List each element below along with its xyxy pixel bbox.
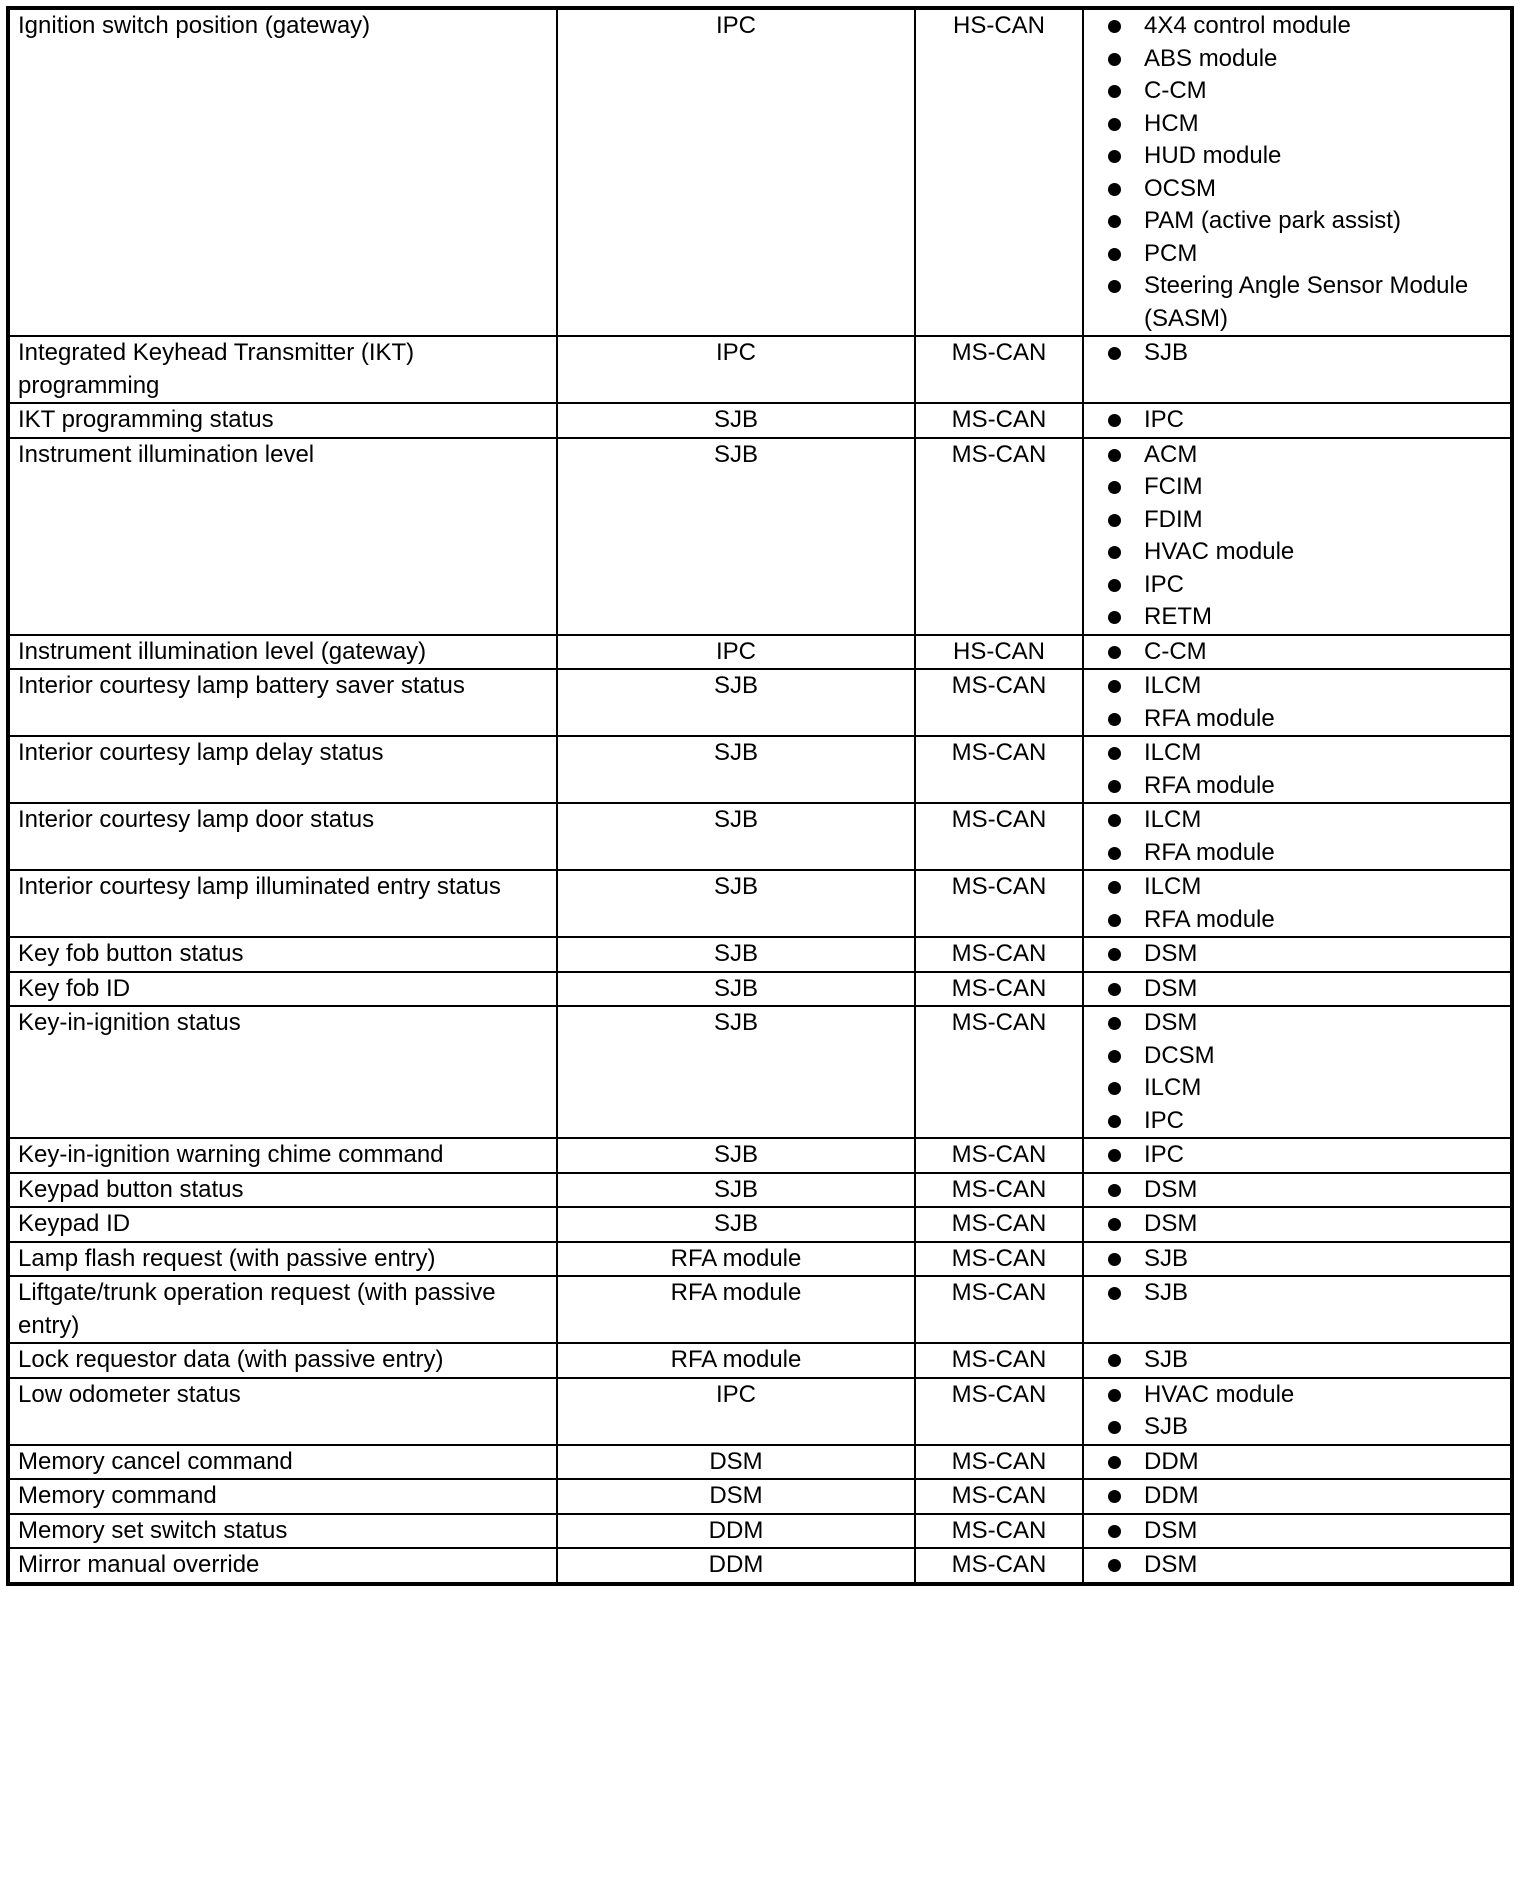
bullet-icon bbox=[1108, 847, 1121, 860]
receiving-module-name: RETM bbox=[1144, 603, 1212, 630]
bullet-icon bbox=[1108, 280, 1121, 293]
bullet-icon bbox=[1108, 1149, 1121, 1162]
message-cell: IKT programming status bbox=[8, 403, 557, 438]
table-row bbox=[8, 1343, 1512, 1378]
bullet-icon bbox=[1108, 414, 1121, 427]
receiving-modules-list bbox=[1108, 10, 1502, 335]
list-item bbox=[1108, 404, 1502, 437]
bullet-icon bbox=[1108, 20, 1121, 33]
receiving-module-name: ILCM bbox=[1144, 806, 1202, 833]
bullet-icon bbox=[1108, 1490, 1121, 1503]
table-row bbox=[8, 1445, 1512, 1480]
source-module-cell: IPC bbox=[557, 635, 915, 670]
receiving-module-name: SJB bbox=[1144, 1244, 1189, 1272]
receiving-module-name: RFA module bbox=[1144, 838, 1275, 866]
receiving-modules-cell bbox=[1083, 1276, 1512, 1343]
receiving-module-name: FCIM bbox=[1144, 473, 1203, 500]
receiving-module-name: C-CM bbox=[1144, 637, 1207, 665]
table-row bbox=[8, 8, 1512, 336]
table-row bbox=[8, 870, 1512, 937]
list-item bbox=[1108, 770, 1502, 803]
source-module-cell: RFA module bbox=[557, 1242, 915, 1277]
network-cell: MS-CAN bbox=[915, 736, 1083, 803]
network-cell: MS-CAN bbox=[915, 336, 1083, 403]
list-item bbox=[1108, 1040, 1502, 1073]
receiving-modules-cell bbox=[1083, 803, 1512, 870]
network-cell: MS-CAN bbox=[915, 669, 1083, 736]
bullet-icon bbox=[1108, 1287, 1121, 1300]
list-item bbox=[1108, 703, 1502, 736]
bullet-icon bbox=[1108, 948, 1121, 961]
source-module-cell: IPC bbox=[557, 8, 915, 336]
receiving-module-name: ABS module bbox=[1144, 44, 1278, 72]
source-module-cell: DDM bbox=[557, 1548, 915, 1584]
table-row bbox=[8, 1378, 1512, 1445]
network-cell: MS-CAN bbox=[915, 1378, 1083, 1445]
receiving-modules-cell bbox=[1083, 1006, 1512, 1138]
receiving-modules-list bbox=[1108, 804, 1502, 869]
message-cell: Lamp flash request (with passive entry) bbox=[8, 1242, 557, 1277]
list-item bbox=[1108, 504, 1502, 537]
bullet-icon bbox=[1108, 1218, 1121, 1231]
bullet-icon bbox=[1108, 881, 1121, 894]
receiving-modules-cell bbox=[1083, 8, 1512, 336]
source-module-cell: SJB bbox=[557, 1173, 915, 1208]
receiving-module-name: HVAC module bbox=[1144, 538, 1295, 565]
receiving-modules-cell bbox=[1083, 1479, 1512, 1514]
network-cell: MS-CAN bbox=[915, 438, 1083, 635]
receiving-modules-list bbox=[1108, 670, 1502, 735]
network-cell: MS-CAN bbox=[915, 1173, 1083, 1208]
receiving-modules-cell bbox=[1083, 1242, 1512, 1277]
source-module-cell: SJB bbox=[557, 937, 915, 972]
network-cell: MS-CAN bbox=[915, 1207, 1083, 1242]
bullet-icon bbox=[1108, 1115, 1121, 1128]
source-module-cell: SJB bbox=[557, 803, 915, 870]
network-cell: MS-CAN bbox=[915, 1276, 1083, 1343]
receiving-modules-list bbox=[1108, 1007, 1502, 1137]
table-row bbox=[8, 937, 1512, 972]
source-module-cell: DDM bbox=[557, 1514, 915, 1549]
list-item bbox=[1108, 270, 1502, 335]
network-cell: MS-CAN bbox=[915, 972, 1083, 1007]
list-item bbox=[1108, 75, 1502, 108]
bullet-icon bbox=[1108, 183, 1121, 196]
receiving-modules-cell bbox=[1083, 1378, 1512, 1445]
receiving-module-name: RFA module bbox=[1144, 905, 1275, 933]
source-module-cell: SJB bbox=[557, 870, 915, 937]
bullet-icon bbox=[1108, 1525, 1121, 1538]
table-row bbox=[8, 1242, 1512, 1277]
message-cell: Integrated Keyhead Transmitter (IKT) programming bbox=[8, 336, 557, 403]
receiving-module-name: SJB bbox=[1144, 1413, 1189, 1440]
receiving-module-name: SJB bbox=[1144, 1346, 1189, 1373]
receiving-module-name: ILCM bbox=[1144, 1074, 1202, 1101]
message-cell: Keypad ID bbox=[8, 1207, 557, 1242]
bullet-icon bbox=[1108, 514, 1121, 527]
bullet-icon bbox=[1108, 1559, 1121, 1572]
source-module-cell: SJB bbox=[557, 1207, 915, 1242]
network-cell: MS-CAN bbox=[915, 1479, 1083, 1514]
network-cell: MS-CAN bbox=[915, 937, 1083, 972]
receiving-modules-list bbox=[1108, 404, 1502, 437]
receiving-module-name: RFA module bbox=[1144, 771, 1275, 799]
receiving-module-name: DSM bbox=[1144, 1516, 1198, 1544]
list-item bbox=[1108, 10, 1502, 43]
receiving-module-name: DSM bbox=[1144, 974, 1198, 1002]
list-item bbox=[1108, 1446, 1502, 1479]
message-cell: Ignition switch position (gateway) bbox=[8, 8, 557, 336]
source-module-cell: RFA module bbox=[557, 1343, 915, 1378]
receiving-module-name: DSM bbox=[1144, 1210, 1198, 1237]
list-item bbox=[1108, 1072, 1502, 1105]
bullet-icon bbox=[1108, 611, 1121, 624]
bullet-icon bbox=[1108, 347, 1121, 360]
bullet-icon bbox=[1108, 118, 1121, 131]
receiving-modules-cell bbox=[1083, 1173, 1512, 1208]
table-row bbox=[8, 1276, 1512, 1343]
receiving-modules-list bbox=[1108, 1139, 1502, 1172]
receiving-module-name: IPC bbox=[1144, 570, 1185, 598]
source-module-cell: RFA module bbox=[557, 1276, 915, 1343]
receiving-modules-list bbox=[1108, 1344, 1502, 1377]
bullet-icon bbox=[1108, 53, 1121, 66]
list-item bbox=[1108, 1243, 1502, 1276]
receiving-modules-list bbox=[1108, 737, 1502, 802]
receiving-modules-list bbox=[1108, 1446, 1502, 1479]
receiving-modules-cell bbox=[1083, 1548, 1512, 1584]
bullet-icon bbox=[1108, 747, 1121, 760]
source-module-cell: DSM bbox=[557, 1445, 915, 1480]
receiving-module-name: RFA module bbox=[1144, 704, 1275, 732]
bullet-icon bbox=[1108, 215, 1121, 228]
message-cell: Memory cancel command bbox=[8, 1445, 557, 1480]
list-item bbox=[1108, 1208, 1502, 1241]
list-item bbox=[1108, 238, 1502, 271]
bullet-icon bbox=[1108, 1184, 1121, 1197]
list-item bbox=[1108, 205, 1502, 238]
receiving-modules-list bbox=[1108, 973, 1502, 1006]
bullet-icon bbox=[1108, 983, 1121, 996]
table-row bbox=[8, 1207, 1512, 1242]
list-item bbox=[1108, 1379, 1502, 1412]
message-cell: Low odometer status bbox=[8, 1378, 557, 1445]
message-cell: Mirror manual override bbox=[8, 1548, 557, 1584]
message-cell: Instrument illumination level bbox=[8, 438, 557, 635]
network-cell: MS-CAN bbox=[915, 1514, 1083, 1549]
list-item bbox=[1108, 43, 1502, 76]
message-cell: Key-in-ignition warning chime command bbox=[8, 1138, 557, 1173]
list-item bbox=[1108, 569, 1502, 602]
table-row bbox=[8, 635, 1512, 670]
receiving-module-name: FDIM bbox=[1144, 505, 1203, 533]
source-module-cell: DSM bbox=[557, 1479, 915, 1514]
message-cell: Memory command bbox=[8, 1479, 557, 1514]
table-row bbox=[8, 1548, 1512, 1584]
receiving-modules-cell bbox=[1083, 1445, 1512, 1480]
receiving-module-name: IPC bbox=[1144, 1106, 1185, 1134]
list-item bbox=[1108, 871, 1502, 904]
source-module-cell: IPC bbox=[557, 336, 915, 403]
list-item bbox=[1108, 1411, 1502, 1444]
list-item bbox=[1108, 140, 1502, 173]
source-module-cell: SJB bbox=[557, 1006, 915, 1138]
message-cell: Keypad button status bbox=[8, 1173, 557, 1208]
receiving-modules-list bbox=[1108, 938, 1502, 971]
list-item bbox=[1108, 938, 1502, 971]
receiving-module-name: IPC bbox=[1144, 1141, 1185, 1168]
table-row bbox=[8, 736, 1512, 803]
receiving-module-name: HCM bbox=[1144, 109, 1199, 137]
network-cell: MS-CAN bbox=[915, 403, 1083, 438]
list-item bbox=[1108, 1139, 1502, 1172]
bullet-icon bbox=[1108, 646, 1121, 659]
network-cell: HS-CAN bbox=[915, 635, 1083, 670]
bullet-icon bbox=[1108, 1017, 1121, 1030]
receiving-modules-cell bbox=[1083, 736, 1512, 803]
receiving-module-name: DSM bbox=[1144, 1009, 1198, 1036]
receiving-module-name: ILCM bbox=[1144, 873, 1202, 900]
receiving-modules-cell bbox=[1083, 1514, 1512, 1549]
bullet-icon bbox=[1108, 481, 1121, 494]
bullet-icon bbox=[1108, 85, 1121, 98]
receiving-module-name: Steering Angle Sensor Module (SASM) bbox=[1144, 272, 1469, 332]
receiving-modules-cell bbox=[1083, 1343, 1512, 1378]
receiving-modules-list bbox=[1108, 636, 1502, 669]
list-item bbox=[1108, 1174, 1502, 1207]
list-item bbox=[1108, 536, 1502, 569]
receiving-modules-list bbox=[1108, 871, 1502, 936]
bullet-icon bbox=[1108, 150, 1121, 163]
receiving-module-name: PAM (active park assist) bbox=[1144, 207, 1401, 234]
list-item bbox=[1108, 973, 1502, 1006]
table-row bbox=[8, 972, 1512, 1007]
list-item bbox=[1108, 108, 1502, 141]
list-item bbox=[1108, 1515, 1502, 1548]
bullet-icon bbox=[1108, 1456, 1121, 1469]
table-row bbox=[8, 403, 1512, 438]
source-module-cell: SJB bbox=[557, 972, 915, 1007]
receiving-module-name: SJB bbox=[1144, 1279, 1189, 1306]
network-cell: MS-CAN bbox=[915, 1006, 1083, 1138]
table-row bbox=[8, 1479, 1512, 1514]
table-body bbox=[8, 8, 1512, 1584]
bullet-icon bbox=[1108, 914, 1121, 927]
bullet-icon bbox=[1108, 1389, 1121, 1402]
message-cell: Liftgate/trunk operation request (with passive entry) bbox=[8, 1276, 557, 1343]
list-item bbox=[1108, 1480, 1502, 1513]
source-module-cell: SJB bbox=[557, 736, 915, 803]
receiving-module-name: ILCM bbox=[1144, 739, 1202, 766]
message-cell: Memory set switch status bbox=[8, 1514, 557, 1549]
receiving-module-name: DDM bbox=[1144, 1482, 1199, 1509]
receiving-modules-list bbox=[1108, 337, 1502, 370]
receiving-modules-list bbox=[1108, 1243, 1502, 1276]
table-row bbox=[8, 438, 1512, 635]
list-item bbox=[1108, 1007, 1502, 1040]
receiving-module-name: OCSM bbox=[1144, 174, 1216, 202]
list-item bbox=[1108, 439, 1502, 472]
receiving-modules-cell bbox=[1083, 1207, 1512, 1242]
source-module-cell: SJB bbox=[557, 1138, 915, 1173]
bullet-icon bbox=[1108, 814, 1121, 827]
list-item bbox=[1108, 1277, 1502, 1310]
source-module-cell: IPC bbox=[557, 1378, 915, 1445]
bullet-icon bbox=[1108, 1082, 1121, 1095]
message-cell: Interior courtesy lamp delay status bbox=[8, 736, 557, 803]
network-cell: MS-CAN bbox=[915, 1138, 1083, 1173]
network-cell: MS-CAN bbox=[915, 1242, 1083, 1277]
message-cell: Key fob button status bbox=[8, 937, 557, 972]
source-module-cell: SJB bbox=[557, 669, 915, 736]
list-item bbox=[1108, 471, 1502, 504]
message-cell: Key-in-ignition status bbox=[8, 1006, 557, 1138]
list-item bbox=[1108, 837, 1502, 870]
source-module-cell: SJB bbox=[557, 403, 915, 438]
list-item bbox=[1108, 601, 1502, 634]
receiving-module-name: DSM bbox=[1144, 1175, 1198, 1203]
network-cell: MS-CAN bbox=[915, 1548, 1083, 1584]
receiving-module-name: DSM bbox=[1144, 940, 1198, 967]
bullet-icon bbox=[1108, 248, 1121, 261]
bullet-icon bbox=[1108, 1421, 1121, 1434]
receiving-modules-cell bbox=[1083, 635, 1512, 670]
list-item bbox=[1108, 670, 1502, 703]
bullet-icon bbox=[1108, 1253, 1121, 1266]
receiving-modules-cell bbox=[1083, 972, 1512, 1007]
receiving-module-name: ACM bbox=[1144, 440, 1198, 468]
bullet-icon bbox=[1108, 579, 1121, 592]
list-item bbox=[1108, 173, 1502, 206]
list-item bbox=[1108, 737, 1502, 770]
table-row bbox=[8, 1006, 1512, 1138]
list-item bbox=[1108, 904, 1502, 937]
receiving-module-name: HVAC module bbox=[1144, 1380, 1295, 1408]
network-cell: MS-CAN bbox=[915, 803, 1083, 870]
receiving-modules-list bbox=[1108, 1208, 1502, 1241]
list-item bbox=[1108, 1344, 1502, 1377]
network-cell: MS-CAN bbox=[915, 870, 1083, 937]
receiving-module-name: IPC bbox=[1144, 406, 1185, 433]
network-cell: MS-CAN bbox=[915, 1445, 1083, 1480]
receiving-module-name: 4X4 control module bbox=[1144, 12, 1351, 39]
receiving-modules-list bbox=[1108, 1277, 1502, 1310]
receiving-module-name: PCM bbox=[1144, 239, 1198, 267]
receiving-module-name: DCSM bbox=[1144, 1041, 1215, 1069]
message-cell: Lock requestor data (with passive entry) bbox=[8, 1343, 557, 1378]
table-row bbox=[8, 336, 1512, 403]
list-item bbox=[1108, 636, 1502, 669]
table-row bbox=[8, 803, 1512, 870]
table-row bbox=[8, 1514, 1512, 1549]
message-cell: Interior courtesy lamp door status bbox=[8, 803, 557, 870]
list-item bbox=[1108, 1549, 1502, 1582]
receiving-modules-cell bbox=[1083, 937, 1512, 972]
table-row bbox=[8, 1138, 1512, 1173]
receiving-module-name: DSM bbox=[1144, 1551, 1198, 1578]
table-row bbox=[8, 1173, 1512, 1208]
bullet-icon bbox=[1108, 780, 1121, 793]
receiving-module-name: SJB bbox=[1144, 339, 1189, 366]
receiving-module-name: C-CM bbox=[1144, 77, 1207, 104]
receiving-modules-list bbox=[1108, 1515, 1502, 1548]
receiving-modules-list bbox=[1108, 1549, 1502, 1582]
bullet-icon bbox=[1108, 1354, 1121, 1367]
receiving-modules-cell bbox=[1083, 336, 1512, 403]
receiving-modules-cell bbox=[1083, 870, 1512, 937]
receiving-modules-list bbox=[1108, 1174, 1502, 1207]
receiving-modules-list bbox=[1108, 439, 1502, 634]
receiving-modules-cell bbox=[1083, 669, 1512, 736]
network-message-table bbox=[6, 6, 1514, 1586]
receiving-module-name: ILCM bbox=[1144, 672, 1202, 699]
bullet-icon bbox=[1108, 1050, 1121, 1063]
bullet-icon bbox=[1108, 449, 1121, 462]
message-cell: Interior courtesy lamp battery saver status bbox=[8, 669, 557, 736]
bullet-icon bbox=[1108, 546, 1121, 559]
receiving-modules-cell bbox=[1083, 403, 1512, 438]
receiving-modules-list bbox=[1108, 1379, 1502, 1444]
list-item bbox=[1108, 804, 1502, 837]
bullet-icon bbox=[1108, 713, 1121, 726]
receiving-modules-cell bbox=[1083, 438, 1512, 635]
message-cell: Interior courtesy lamp illuminated entry status bbox=[8, 870, 557, 937]
receiving-module-name: DDM bbox=[1144, 1447, 1199, 1475]
list-item bbox=[1108, 1105, 1502, 1138]
message-cell: Key fob ID bbox=[8, 972, 557, 1007]
network-cell: HS-CAN bbox=[915, 8, 1083, 336]
network-message-table-container bbox=[6, 6, 1514, 1586]
receiving-module-name: HUD module bbox=[1144, 142, 1282, 169]
table-row bbox=[8, 669, 1512, 736]
source-module-cell: SJB bbox=[557, 438, 915, 635]
bullet-icon bbox=[1108, 680, 1121, 693]
receiving-modules-list bbox=[1108, 1480, 1502, 1513]
network-cell: MS-CAN bbox=[915, 1343, 1083, 1378]
message-cell: Instrument illumination level (gateway) bbox=[8, 635, 557, 670]
receiving-modules-cell bbox=[1083, 1138, 1512, 1173]
list-item bbox=[1108, 337, 1502, 370]
